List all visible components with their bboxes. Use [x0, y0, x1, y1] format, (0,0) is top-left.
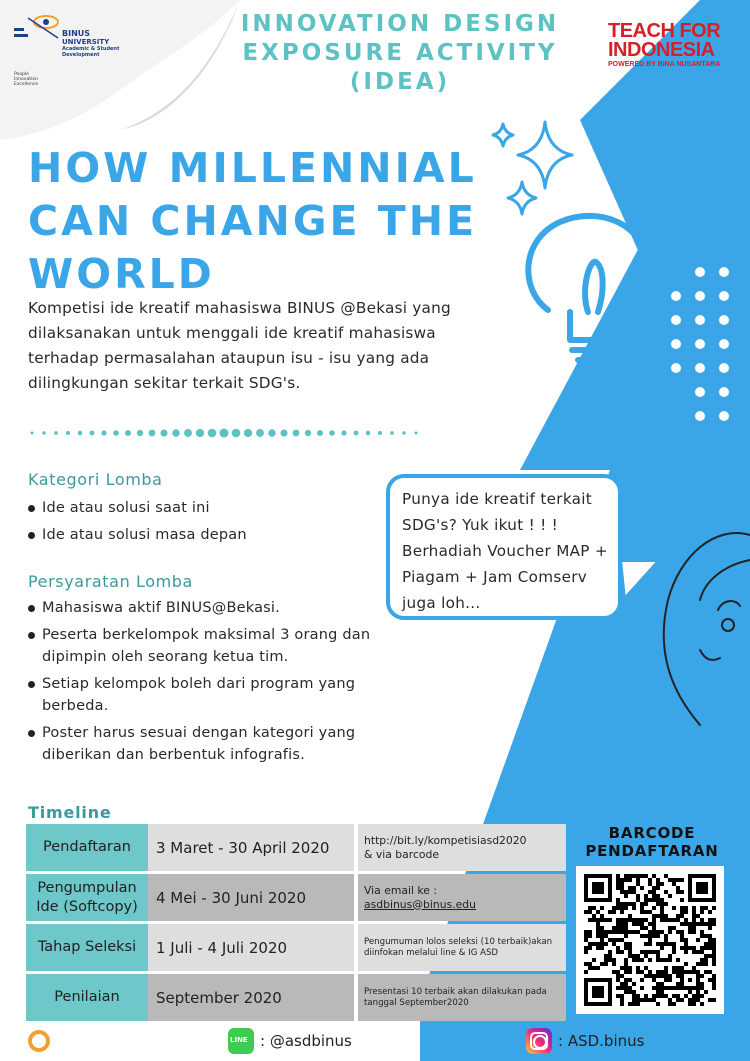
binus-emblem-icon [14, 8, 60, 42]
teach-for-indonesia-logo: TEACH FOR INDONESIA POWERED BY BINA NUSANTARA [608, 20, 721, 68]
table-row [26, 924, 566, 971]
kategori-list [28, 497, 413, 551]
timeline-date: 3 Maret - 30 April 2020 [148, 824, 354, 871]
barcode-title: BARCODE PENDAFTARAN [585, 824, 719, 860]
qr-code-icon [584, 874, 716, 1006]
line-contact[interactable] [228, 1028, 352, 1054]
event-title-line2: EXPOSURE ACTIVITY [242, 40, 558, 66]
persyaratan-title: Persyaratan Lomba [28, 572, 193, 591]
registration-link[interactable]: http://bit.ly/kompetisiasd2020 [364, 833, 527, 847]
speech-bubble: Punya ide kreatif terkait SDG's? Yuk ikut ! ! ! Berhadiah Voucher MAP + Piagam + Jam Comserv juga loh... [386, 474, 622, 620]
timeline-stage: Penilaian [26, 974, 148, 1021]
timeline-stage: Tahap Seleksi [26, 924, 148, 971]
main-headline: HOW MILLENNIAL CAN CHANGE THE WORLD [28, 144, 478, 298]
timeline-date: 4 Mei - 30 Juni 2020 [148, 874, 354, 921]
instagram-contact[interactable] [526, 1028, 644, 1054]
timeline-info: Pengumuman lolos seleksi (10 terbaik)akan diinfokan melalui line & IG ASD [358, 924, 566, 971]
intro-paragraph: Kompetisi ide kreatif mahasiswa BINUS @Bekasi yang dilaksanakan untuk menggali ide kreatif mahasiswa terhadap permasalahan ataupun isu - isu yang ada dilingkungan sekitar terkait SDG's. [28, 299, 451, 392]
list-item: Ide atau solusi masa depan [28, 524, 413, 546]
kategori-title: Kategori Lomba [28, 470, 163, 489]
dotted-divider [28, 426, 428, 440]
list-item: Peserta berkelompok maksimal 3 orang dan dipimpin oleh seorang ketua tim. [28, 624, 413, 668]
binus-logo [14, 8, 120, 88]
persyaratan-list [28, 597, 413, 771]
event-title-line3: (IDEA) [349, 69, 451, 95]
list-item: Ide atau solusi saat ini [28, 497, 413, 519]
line-id: : @asdbinus [260, 1032, 352, 1050]
timeline-info: Presentasi 10 terbaik akan dilakukan pada tanggal September2020 [358, 974, 566, 1021]
timeline-stage: Pendaftaran [26, 824, 148, 871]
timeline-info: Via email ke : asdbinus@binus.edu [358, 874, 566, 921]
event-title-line1: INNOVATION DESIGN [240, 11, 560, 37]
timeline-info: http://bit.ly/kompetisiasd2020 & via barcode [358, 824, 566, 871]
binus-wordmark: BINUS UNIVERSITY Academic & Student Development [62, 29, 120, 58]
table-row [26, 824, 566, 871]
timeline-date: September 2020 [148, 974, 354, 1021]
timeline-table [26, 824, 566, 1024]
table-row [26, 974, 566, 1021]
event-title [210, 10, 590, 97]
sparkle-icons [493, 122, 572, 214]
email-link[interactable]: asdbinus@binus.edu [364, 897, 476, 911]
timeline-title: Timeline [28, 803, 112, 822]
binus-tagline: People Innovation Excellence [14, 72, 39, 87]
line-app-icon [228, 1028, 254, 1054]
instagram-id: : ASD.binus [558, 1032, 645, 1050]
list-item: Mahasiswa aktif BINUS@Bekasi. [28, 597, 413, 619]
timeline-stage: Pengumpulan Ide (Softcopy) [26, 874, 148, 921]
list-item: Setiap kelompok boleh dari program yang berbeda. [28, 673, 413, 717]
registration-qr-code[interactable] [576, 866, 724, 1014]
list-item: Poster harus sesuai dengan kategori yang diberikan dan berbentuk infografis. [28, 722, 413, 766]
instagram-icon [526, 1028, 552, 1054]
timeline-date: 1 Juli - 4 Juli 2020 [148, 924, 354, 971]
sdg-logo [28, 1030, 50, 1052]
table-row [26, 874, 566, 921]
